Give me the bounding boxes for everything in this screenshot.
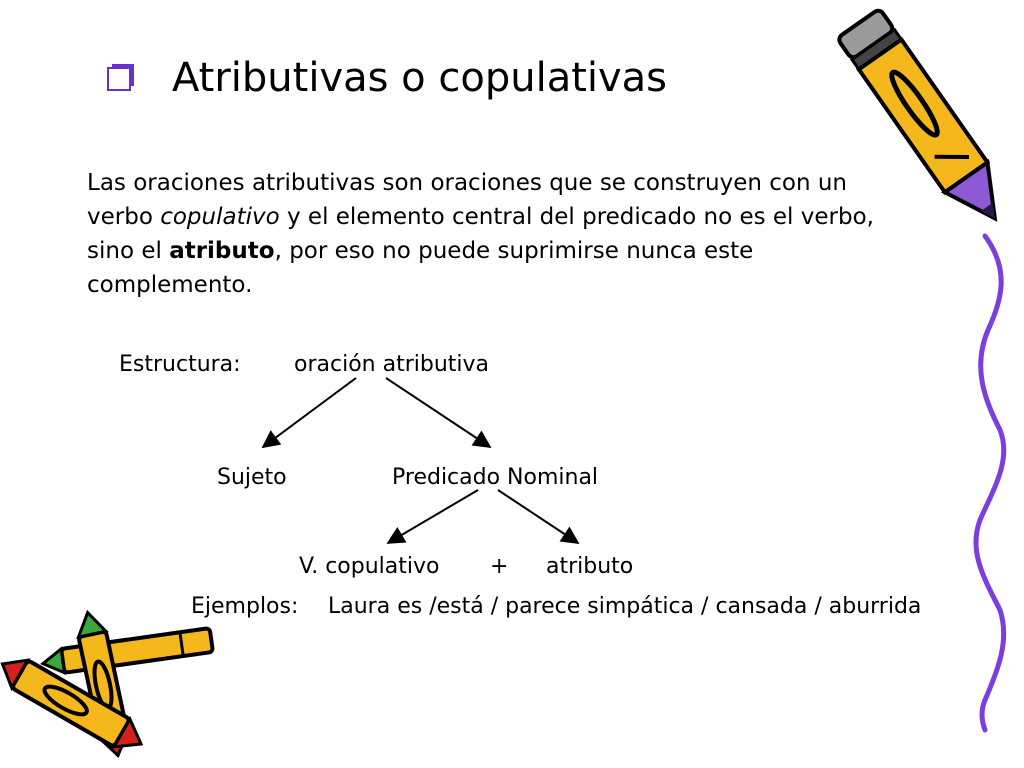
paragraph-text: Las oraciones atributivas son oraciones que se construyen con un verbo bbox=[87, 170, 848, 230]
paragraph-italic-term: copulativo bbox=[160, 204, 280, 230]
paragraph-text: y el elemento central del predicado no es el verbo, sino el bbox=[87, 204, 874, 264]
arrow-root-to-sujeto bbox=[263, 378, 356, 447]
root-node: oración atributiva bbox=[294, 352, 490, 377]
arrow-predicado-to-verbo bbox=[388, 490, 478, 543]
structure-label: Estructura: bbox=[119, 352, 241, 377]
predicado-node: Predicado Nominal bbox=[392, 465, 599, 490]
atributo-node: atributo bbox=[546, 554, 634, 579]
slide-title: Atributivas o copulativas bbox=[172, 55, 668, 101]
examples-label: Ejemplos: bbox=[191, 594, 299, 619]
arrow-predicado-to-atributo bbox=[498, 490, 578, 543]
examples-text: Laura es /está / parece simpática / cansada / aburrida bbox=[328, 594, 922, 619]
paragraph-bold-term: atributo bbox=[169, 238, 275, 264]
sujeto-node: Sujeto bbox=[217, 465, 287, 490]
arrow-root-to-predicado bbox=[386, 378, 490, 447]
plus-sign: + bbox=[490, 554, 509, 579]
paragraph-text: , por eso no puede suprimirse nunca este complemento. bbox=[87, 238, 754, 298]
verbo-copulativo-node: V. copulativo bbox=[299, 554, 440, 579]
